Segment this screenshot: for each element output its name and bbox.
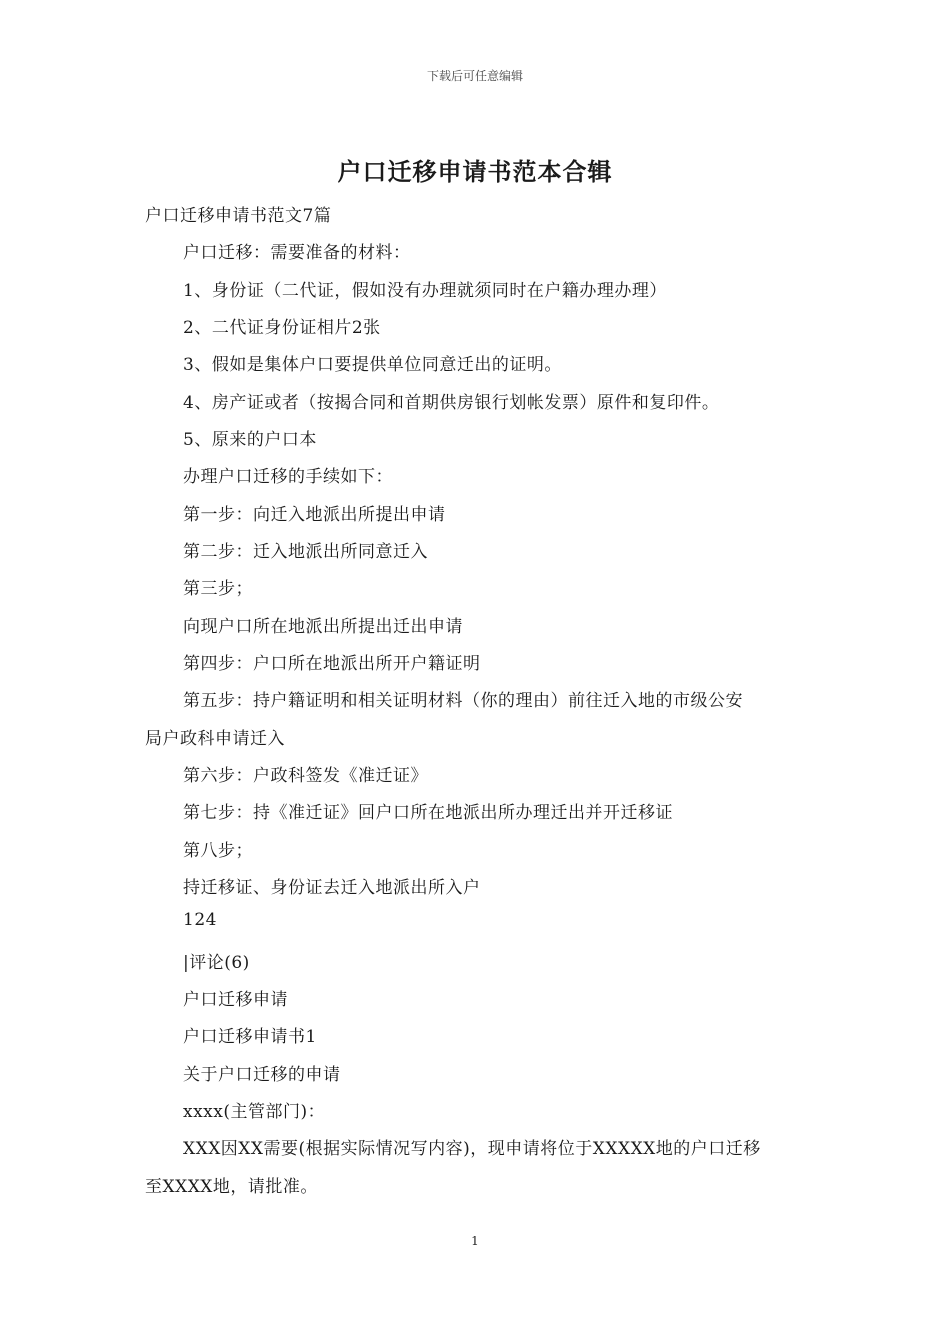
step-line: 第一步：向迁入地派出所提出申请 xyxy=(183,505,446,525)
step-line-continuation: 局户政科申请迁入 xyxy=(145,729,285,749)
step-line: 第四步：户口所在地派出所开户籍证明 xyxy=(183,654,481,674)
document-title: 户口迁移申请书范本合辑 xyxy=(337,157,613,186)
step-line: 第三步； xyxy=(183,579,253,599)
step-line: 向现户口所在地派出所提出迁出申请 xyxy=(183,617,463,637)
step-line: 第六步：户政科签发《准迁证》 xyxy=(183,766,428,786)
letter-subject: 关于户口迁移的申请 xyxy=(183,1065,341,1085)
step-line: 第七步：持《准迁证》回户口所在地派出所办理迁出并开迁移证 xyxy=(183,803,673,823)
paragraph-line: 办理户口迁移的手续如下： xyxy=(183,467,393,487)
list-item: 5、原来的户口本 xyxy=(183,430,317,450)
subtitle-line: 户口迁移申请书范文7篇 xyxy=(145,206,332,226)
letter-body-continuation: 至XXXX地，请批准。 xyxy=(145,1177,318,1197)
letter-body: XXX因XX需要(根据实际情况写内容)，现申请将位于XXXXX地的户口迁移 xyxy=(183,1139,761,1159)
list-item: 3、假如是集体户口要提供单位同意迁出的证明。 xyxy=(183,355,562,375)
section-heading: 户口迁移申请书1 xyxy=(183,1027,317,1047)
page-header: 下载后可任意编辑 xyxy=(426,69,523,83)
page-number: 1 xyxy=(471,1234,479,1248)
comments-line: |评论(6) xyxy=(183,953,250,973)
paragraph-line: 户口迁移：需要准备的材料： xyxy=(183,243,411,263)
list-item: 4、房产证或者（按揭合同和首期供房银行划帐发票）原件和复印件。 xyxy=(183,393,720,413)
count-line: 124 xyxy=(183,910,217,930)
step-line: 第八步； xyxy=(183,841,253,861)
step-line: 第二步：迁入地派出所同意迁入 xyxy=(183,542,428,562)
step-line: 第五步：持户籍证明和相关证明材料（你的理由）前往迁入地的市级公安 xyxy=(183,691,743,711)
section-heading: 户口迁移申请 xyxy=(183,990,288,1010)
list-item: 1、身份证（二代证，假如没有办理就须同时在户籍办理办理） xyxy=(183,281,667,301)
step-line: 持迁移证、身份证去迁入地派出所入户 xyxy=(183,878,481,898)
list-item: 2、二代证身份证相片2张 xyxy=(183,318,381,338)
letter-salutation: xxxx(主管部门)： xyxy=(183,1102,326,1122)
